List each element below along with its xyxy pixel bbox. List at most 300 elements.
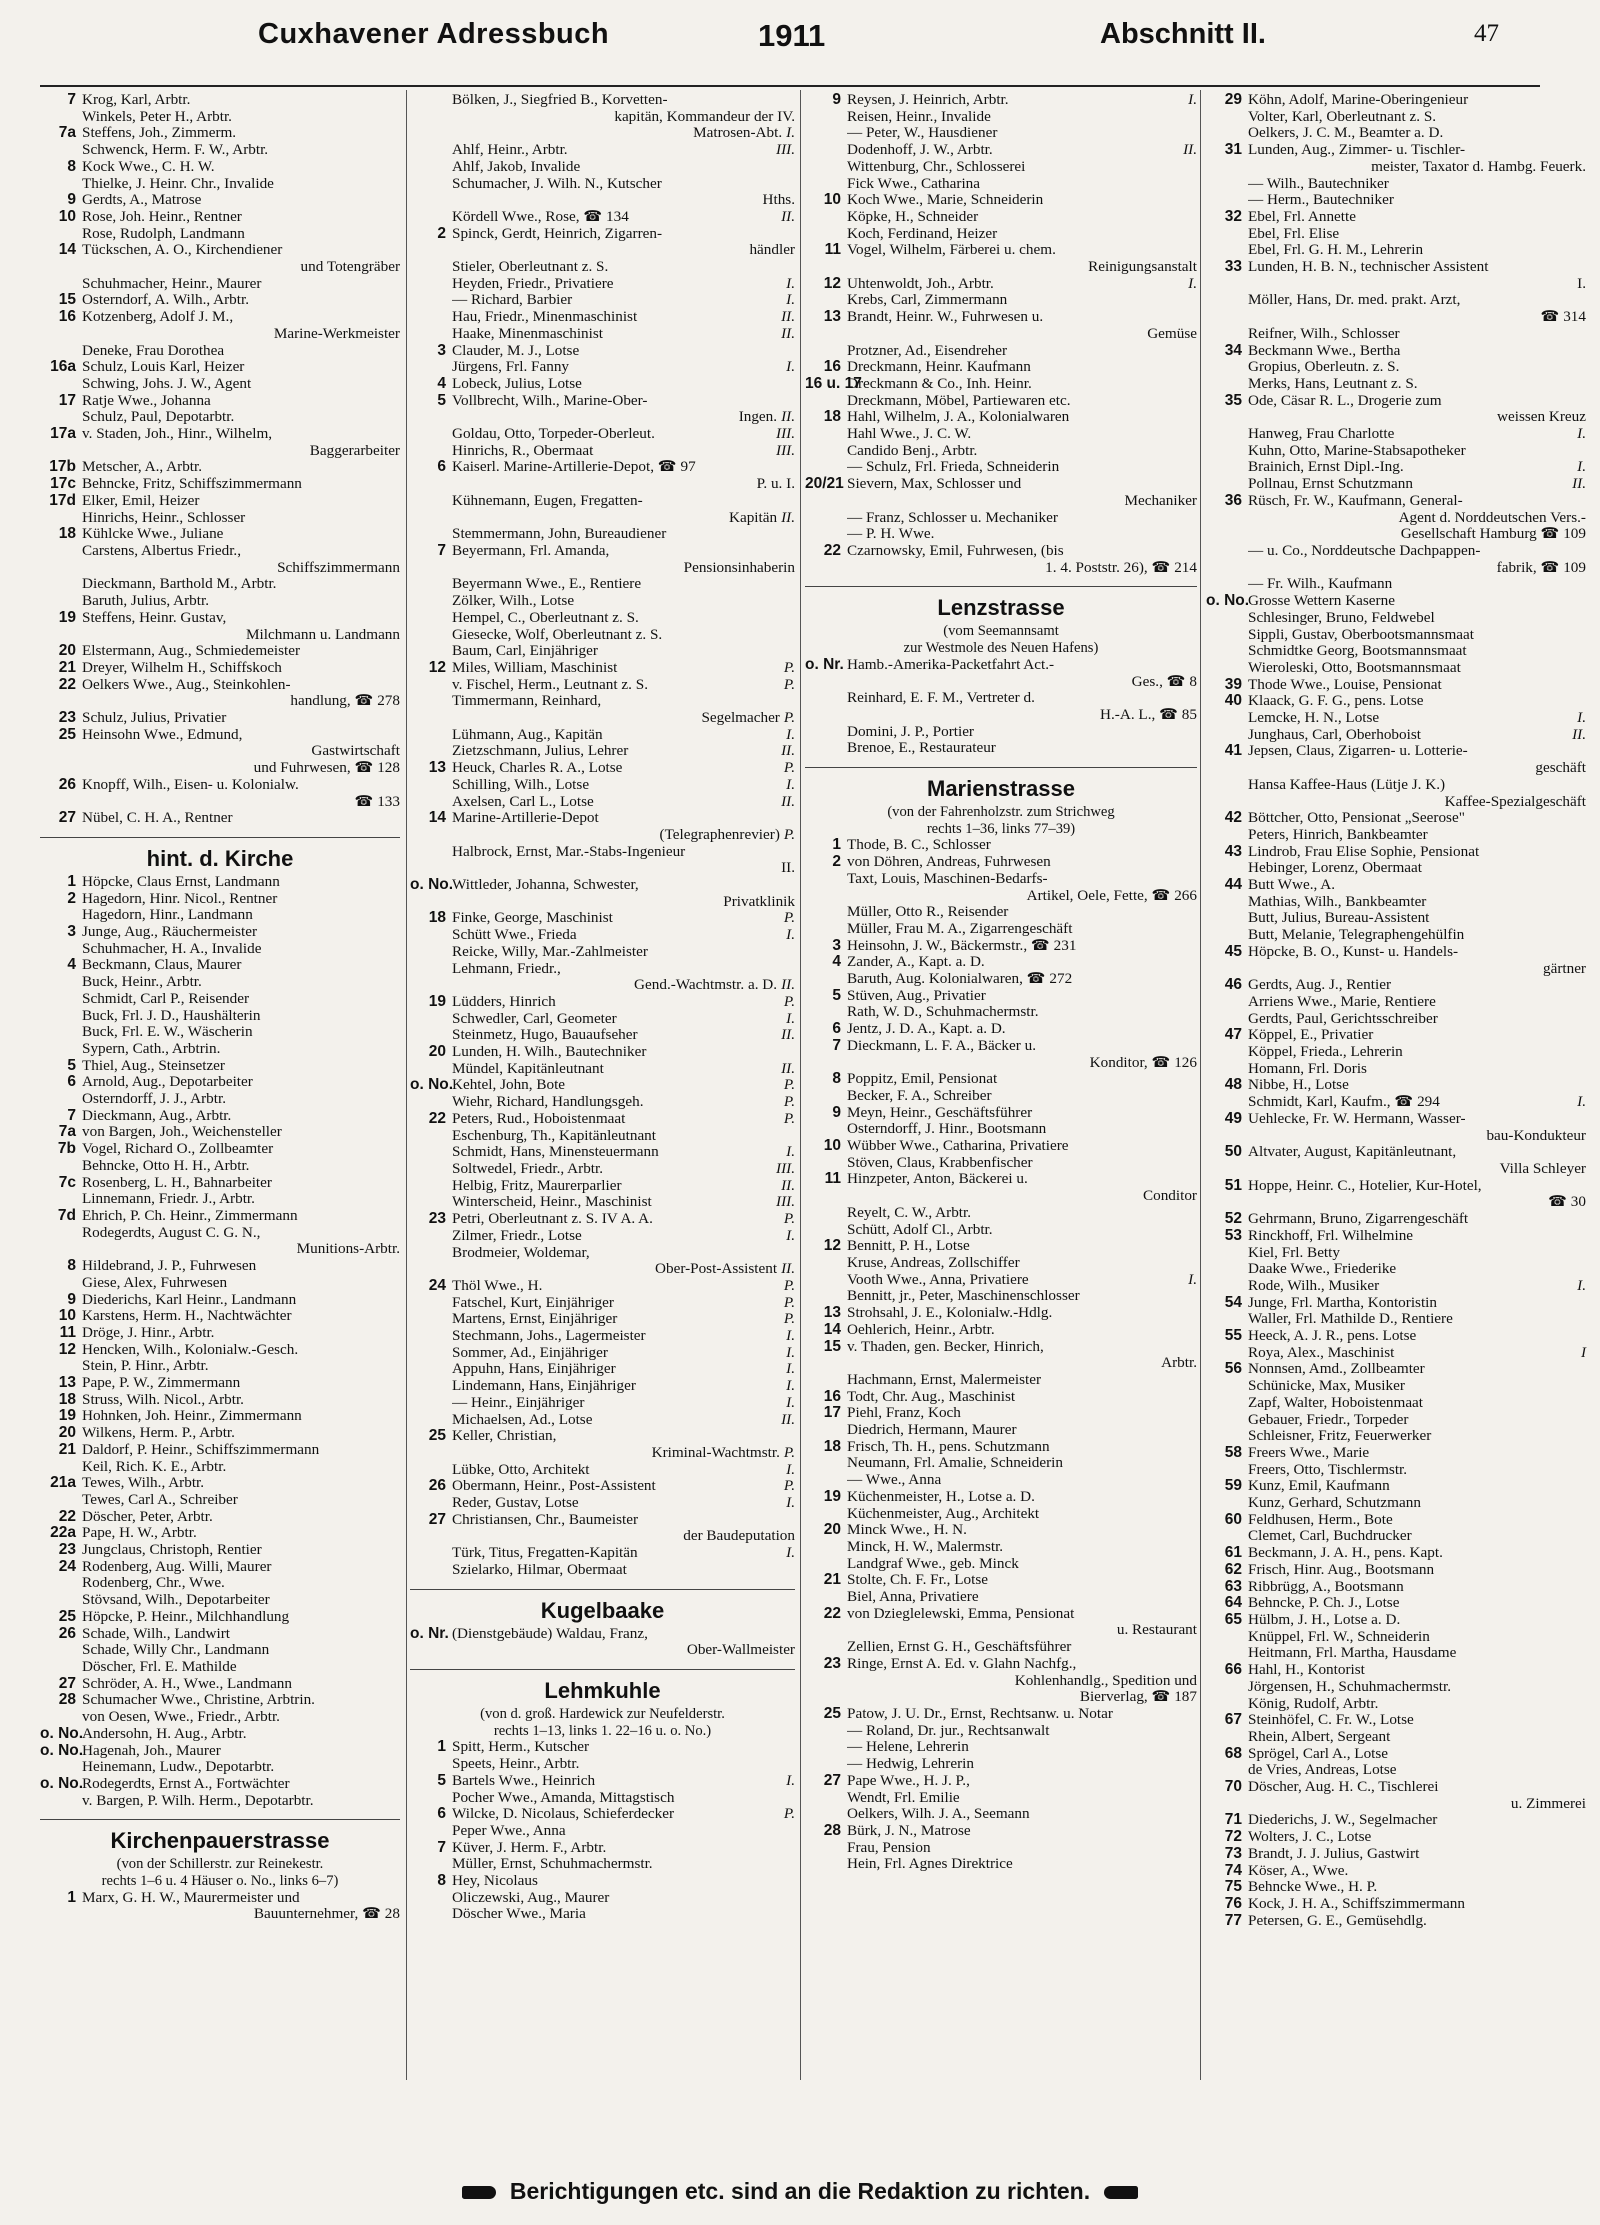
entry-text: Heyden, Friedr., Privatiere: [452, 275, 614, 292]
floor-marker: II.: [781, 1059, 795, 1077]
entry-text: Butt, Melanie, Telegraphengehülfin: [1248, 927, 1465, 944]
house-number: 13: [58, 1374, 76, 1392]
directory-entry: [410, 1856, 795, 1873]
entry-text: Keller, Christian,: [452, 1428, 557, 1445]
house-number: 4: [832, 953, 841, 971]
directory-entry: [40, 1074, 400, 1091]
house-number: 46: [1224, 976, 1242, 994]
house-number: 1: [67, 1888, 76, 1906]
house-number: 8: [67, 157, 76, 175]
entry-text: Pollnau, Ernst Schutzmann: [1248, 476, 1413, 493]
section-divider: [40, 837, 400, 838]
directory-entry: [40, 1191, 400, 1208]
directory-entry: [410, 1061, 795, 1078]
entry-text: Schwing, Johs. J. W., Agent: [82, 375, 252, 392]
entry-text: Kördell Wwe., Rose, ☎ 134: [452, 208, 629, 225]
directory-entry: [40, 1024, 400, 1041]
floor-marker: I.: [786, 1460, 795, 1478]
entry-text: Kühnemann, Eugen, Fregatten-: [452, 492, 643, 509]
entry-text: Segelmacher: [701, 710, 780, 727]
entry-text: Minck, H. W., Malermstr.: [847, 1538, 1004, 1555]
entry-text: Kruse, Andreas, Zollschiffer: [847, 1255, 1020, 1271]
entry-text: Jungclaus, Christoph, Rentier: [82, 1542, 262, 1559]
directory-entry: [40, 1375, 400, 1392]
entry-text: Agent d. Norddeutschen Vers.-: [1398, 509, 1586, 526]
entry-text: — Helene, Lehrerin: [847, 1739, 969, 1756]
house-number: 13: [428, 759, 446, 777]
house-number: 18: [428, 909, 446, 927]
directory-entry: [410, 1478, 795, 1495]
entry-text: Heeck, A. J. R., pens. Lotse: [1248, 1328, 1417, 1345]
directory-entry: [1206, 1011, 1586, 1028]
entry-text: Tückschen, A. O., Kirchendiener: [82, 242, 283, 259]
directory-entry: [805, 1288, 1197, 1305]
house-number: 15: [58, 291, 76, 309]
entry-text: Poppitz, Emil, Pensionat: [847, 1071, 998, 1088]
floor-marker: I.: [1188, 274, 1197, 292]
entry-text: (Telegraphenrevier): [659, 826, 780, 843]
house-number: 8: [437, 1872, 446, 1890]
house-number: 10: [823, 191, 841, 209]
floor-marker: P.: [783, 1093, 795, 1111]
directory-entry: [805, 226, 1197, 243]
entry-continuation: [410, 894, 795, 911]
house-number: o. No.: [40, 1724, 84, 1742]
house-number: 20/21: [805, 475, 844, 493]
street-heading: Kirchenpauerstrasse: [110, 1828, 330, 1854]
directory-entry: [1206, 1245, 1586, 1262]
entry-text: Winkels, Peter H., Arbtr.: [82, 108, 232, 125]
street-heading: Kugelbaake: [540, 1597, 665, 1623]
entry-text: Kehtel, John, Bote: [452, 1077, 566, 1094]
house-number: 5: [437, 391, 446, 409]
directory-entry: [410, 359, 795, 376]
directory-entry: [1206, 1896, 1586, 1913]
house-number: 54: [1224, 1293, 1242, 1311]
directory-entry: [40, 359, 400, 376]
house-number: 34: [1224, 341, 1242, 359]
entry-text: — Roland, Dr. jur., Rechtsanwalt: [847, 1722, 1050, 1739]
entry-text: Kotzenberg, Adolf J. M.,: [82, 309, 234, 326]
house-number: 45: [1224, 942, 1242, 960]
house-number: 10: [58, 207, 76, 225]
directory-entry: [1206, 593, 1586, 610]
entry-text: Meyn, Heinr., Geschäftsführer: [847, 1104, 1033, 1121]
directory-entry: [1206, 1111, 1586, 1128]
floor-marker: I.: [786, 1143, 795, 1161]
entry-text: Dreyer, Wilhelm H., Schiffskoch: [82, 659, 282, 676]
entry-text: Michaelsen, Ad., Lotse: [452, 1411, 593, 1428]
house-number: 68: [1224, 1744, 1242, 1762]
floor-marker: III.: [776, 1160, 795, 1177]
directory-entry: [410, 1211, 795, 1228]
directory-entry: [1206, 125, 1586, 142]
house-number: 50: [1224, 1143, 1242, 1161]
directory-entry: [410, 1462, 795, 1479]
entry-text: Giesecke, Wolf, Oberleutnant z. S.: [452, 626, 663, 643]
entry-text: Buck, Frl. E. W., Wäscherin: [82, 1024, 253, 1041]
entry-text: Beyermann Wwe., E., Rentiere: [452, 576, 642, 593]
entry-text: Szielarko, Hilmar, Obermaat: [452, 1561, 627, 1578]
house-number: 5: [832, 986, 841, 1004]
entry-text: Vooth Wwe., Anna, Privatiere: [847, 1271, 1029, 1288]
house-number: 26: [58, 1624, 76, 1642]
directory-entry: [40, 874, 400, 891]
directory-entry: [40, 1308, 400, 1325]
entry-text: Krebs, Carl, Zimmermann: [847, 292, 1008, 309]
directory-entry: [1206, 777, 1586, 794]
directory-entry: [1206, 1295, 1586, 1312]
page-number: 47: [1474, 20, 1499, 47]
entry-text: Haake, Minenmaschinist: [452, 325, 603, 342]
directory-entry: [40, 376, 400, 393]
entry-text: Ingen.: [738, 409, 778, 426]
floor-marker: I.: [786, 124, 795, 142]
floor-marker: I.: [786, 358, 795, 376]
entry-text: Hanweg, Frau Charlotte: [1248, 426, 1395, 443]
directory-entry: [410, 994, 795, 1011]
house-number: 8: [67, 1257, 76, 1275]
directory-entry: [40, 1492, 400, 1509]
directory-entry: [40, 610, 400, 627]
entry-text: Soltwedel, Friedr., Arbtr.: [452, 1161, 604, 1177]
floor-marker: P.: [783, 909, 795, 927]
directory-entry: [410, 1840, 795, 1857]
directory-entry: [805, 954, 1197, 971]
entry-text: Ober-Wallmeister: [686, 1642, 795, 1659]
page-footer: [0, 2178, 1600, 2205]
entry-text: Rosenberg, L. H., Bahnarbeiter: [82, 1174, 272, 1191]
entry-text: Frisch, Th. H., pens. Schutzmann: [847, 1438, 1050, 1455]
directory-entry: [40, 1575, 400, 1592]
entry-text: Behncke, Fritz, Schiffszimmermann: [82, 476, 302, 493]
entry-continuation: [805, 1689, 1197, 1706]
directory-entry: [1206, 627, 1586, 644]
entry-text: Jepsen, Claus, Zigarren- u. Lotterie-: [1248, 743, 1468, 760]
entry-continuation: [40, 443, 400, 460]
entry-text: Lindemann, Hans, Einjähriger: [452, 1378, 636, 1395]
floor-marker: II.: [1572, 725, 1586, 743]
entry-continuation: [410, 510, 795, 527]
directory-entry: [40, 777, 400, 794]
directory-entry: [1206, 1328, 1586, 1345]
entry-text: Strohsahl, J. E., Kolonialw.-Hdlg.: [847, 1305, 1053, 1322]
street-range-note: rechts 1–36, links 77–39): [926, 820, 1076, 837]
directory-entry: [40, 242, 400, 259]
directory-entry: [805, 1806, 1197, 1823]
entry-text: Stövsand, Wilh., Depotarbeiter: [82, 1592, 270, 1609]
entry-text: Oehlerich, Heinr., Arbtr.: [847, 1321, 995, 1338]
entry-text: Heuck, Charles R. A., Lotse: [452, 760, 623, 777]
directory-entry: [1206, 176, 1586, 193]
directory-entry: [1206, 1077, 1586, 1094]
entry-text: Diederichs, J. W., Segelmacher: [1248, 1812, 1438, 1829]
entry-text: Türk, Titus, Fregatten-Kapitän: [452, 1545, 638, 1562]
directory-entry: [410, 877, 795, 894]
house-number: 17: [823, 1404, 841, 1422]
entry-text: der Baudeputation: [683, 1528, 795, 1545]
house-number: 19: [428, 992, 446, 1010]
directory-entry: [40, 343, 400, 360]
entry-continuation: [1206, 1128, 1586, 1145]
entry-text: Rose, Joh. Heinr., Rentner: [82, 208, 242, 225]
entry-text: Zietzschmann, Julius, Lehrer: [452, 743, 629, 760]
directory-entry: [40, 1559, 400, 1576]
section-divider: [410, 1669, 795, 1670]
directory-entry: [805, 904, 1197, 921]
house-number: o. Nr.: [805, 655, 844, 673]
entry-text: Linnemann, Friedr. J., Arbtr.: [82, 1191, 255, 1208]
entry-text: Küver, J. Herm. F., Arbtr.: [452, 1839, 607, 1856]
house-number: 9: [67, 1290, 76, 1308]
entry-text: Oliczewski, Aug., Maurer: [452, 1889, 610, 1906]
street-heading: hint. d. Kirche: [146, 845, 294, 871]
entry-text: Osterndorff, J. J., Arbtr.: [82, 1091, 226, 1108]
entry-text: Wilkens, Herm. P., Arbtr.: [82, 1425, 235, 1442]
house-number: 16: [823, 1387, 841, 1405]
directory-entry: [410, 142, 795, 159]
entry-text: Mathias, Wilh., Bankbeamter: [1248, 893, 1427, 910]
entry-text: Milchmann u. Landmann: [246, 626, 400, 643]
house-number: 17c: [50, 475, 76, 493]
entry-text: Zellien, Ernst G. H., Geschäftsführer: [847, 1639, 1072, 1656]
entry-text: von Bargen, Joh., Weichensteller: [82, 1124, 282, 1141]
directory-entry: [410, 660, 795, 677]
house-number: 63: [1224, 1577, 1242, 1595]
directory-entry: [40, 192, 400, 209]
directory-entry: [410, 760, 795, 777]
house-number: 7b: [57, 1140, 76, 1158]
directory-entry: [40, 1642, 400, 1659]
entry-text: Schlesinger, Bruno, Feldwebel: [1248, 609, 1435, 626]
house-number: 22: [823, 1604, 841, 1622]
entry-text: Altvater, August, Kapitänleutnant,: [1248, 1144, 1457, 1161]
directory-entry: [410, 1094, 795, 1111]
entry-text: handlung, ☎ 278: [290, 693, 400, 710]
entry-text: Hansa Kaffee-Haus (Lütje J. K.): [1248, 776, 1446, 793]
entry-text: Schleisner, Fritz, Feuerwerker: [1248, 1428, 1432, 1445]
entry-text: Kock Wwe., C. H. W.: [82, 158, 215, 175]
directory-entry: [805, 1155, 1197, 1172]
directory-entry: [410, 259, 795, 276]
entry-text: Köppel, E., Privatier: [1248, 1027, 1374, 1044]
entry-text: Bennitt, P. H., Lotse: [847, 1238, 970, 1255]
directory-entry: [410, 1328, 795, 1345]
directory-entry: [410, 743, 795, 760]
directory-entry: [805, 1004, 1197, 1021]
entry-text: Clemet, Carl, Buchdrucker: [1248, 1528, 1412, 1545]
section-divider: [40, 1819, 400, 1820]
directory-entry: [1206, 994, 1586, 1011]
entry-text: Peters, Hinrich, Bankbeamter: [1248, 826, 1428, 843]
directory-entry: [40, 1525, 400, 1542]
directory-entry: [410, 727, 795, 744]
directory-entry: [1206, 1595, 1586, 1612]
entry-text: Hildebrand, J. P., Fuhrwesen: [82, 1258, 257, 1275]
directory-entry: [40, 891, 400, 908]
entry-text: Nibbe, H., Lotse: [1248, 1077, 1349, 1094]
entry-continuation: [805, 560, 1197, 577]
entry-text: Hülbm, J. H., Lotse a. D.: [1248, 1611, 1401, 1628]
house-number: 2: [437, 224, 446, 242]
directory-entry: [1206, 142, 1586, 159]
floor-marker: P.: [783, 675, 795, 693]
directory-entry: [805, 1589, 1197, 1606]
directory-entry: [805, 426, 1197, 443]
floor-marker: I.: [1577, 709, 1586, 727]
floor-marker: III.: [776, 441, 795, 459]
directory-entry: [40, 1759, 400, 1776]
house-number: 1: [832, 836, 841, 854]
house-number: 27: [58, 809, 76, 827]
house-number: 22: [428, 1109, 446, 1127]
entry-continuation: [805, 1188, 1197, 1205]
house-number: 17d: [49, 491, 76, 509]
entry-text: Frisch, Hinr. Aug., Bootsmann: [1248, 1561, 1435, 1578]
entry-text: Koch, Ferdinand, Heizer: [847, 225, 998, 242]
entry-continuation: [410, 827, 795, 844]
directory-entry: [410, 292, 795, 309]
entry-text: Buck, Frl. J. D., Haushälterin: [82, 1007, 261, 1024]
entry-continuation: [1206, 1161, 1586, 1178]
entry-text: Vollbrecht, Wilh., Marine-Ober-: [452, 392, 648, 409]
entry-text: Ratje Wwe., Johanna: [82, 392, 211, 409]
directory-entry: [805, 1305, 1197, 1322]
entry-continuation: [1206, 510, 1586, 527]
house-number: 7: [437, 541, 446, 559]
directory-entry: [1206, 1027, 1586, 1044]
entry-text: Rüsch, Fr. W., Kaufmann, General-: [1248, 492, 1463, 509]
directory-entry: [40, 459, 400, 476]
directory-entry: [805, 690, 1197, 707]
floor-marker: II.: [781, 742, 795, 760]
floor-marker: III.: [776, 425, 795, 443]
house-number: 39: [1224, 675, 1242, 693]
directory-entry: [40, 660, 400, 677]
directory-entry: [1206, 710, 1586, 727]
directory-entry: [40, 125, 400, 142]
entry-continuation: [40, 627, 400, 644]
entry-text: Vogel, Richard O., Zollbeamter: [82, 1141, 274, 1158]
directory-entry: [40, 92, 400, 109]
entry-text: Uhtenwoldt, Joh., Arbtr.: [847, 275, 994, 292]
directory-entry: [40, 810, 400, 827]
entry-text: Hempel, C., Oberleutnant z. S.: [452, 609, 639, 626]
entry-text: weissen Kreuz: [1497, 409, 1586, 426]
house-number: 18: [823, 1437, 841, 1455]
house-number: 27: [823, 1771, 841, 1789]
directory-entry: [1206, 1211, 1586, 1228]
entry-text: Wendt, Frl. Emilie: [847, 1789, 960, 1806]
house-number: 66: [1224, 1661, 1242, 1679]
floor-marker: P.: [783, 1443, 795, 1461]
entry-text: Arriens Wwe., Marie, Rentiere: [1248, 993, 1436, 1010]
entry-text: Rodenberg, Chr., Wwe.: [82, 1575, 225, 1592]
directory-entry: [1206, 944, 1586, 961]
entry-text: Müller, Frau M. A., Zigarrengeschäft: [847, 920, 1073, 937]
directory-entry: [410, 927, 795, 944]
entry-text: Brandt, Heinr. W., Fuhrwesen u.: [847, 309, 1044, 326]
column-2: [410, 92, 795, 2092]
directory-entry: [410, 443, 795, 460]
house-number: 27: [428, 1510, 446, 1528]
section-divider: [410, 1589, 795, 1590]
house-number: 16: [58, 308, 76, 326]
directory-entry: [410, 610, 795, 627]
house-number: 23: [428, 1210, 446, 1228]
directory-entry: [410, 1806, 795, 1823]
entry-text: Bürk, J. N., Matrose: [847, 1822, 971, 1839]
entry-text: Baruth, Julius, Arbtr.: [82, 593, 209, 610]
directory-entry: [410, 426, 795, 443]
entry-text: Lobeck, Julius, Lotse: [452, 375, 582, 392]
directory-entry: [40, 941, 400, 958]
floor-marker: I: [1580, 1343, 1586, 1361]
directory-entry: [40, 276, 400, 293]
directory-entry: [40, 226, 400, 243]
directory-entry: [410, 961, 795, 978]
entry-text: Thode Wwe., Louise, Pensionat: [1248, 676, 1442, 693]
floor-marker: I.: [1577, 425, 1586, 443]
entry-text: Junge, Aug., Räuchermeister: [82, 924, 258, 941]
house-number: 2: [832, 853, 841, 871]
entry-text: de Vries, Andreas, Lotse: [1248, 1762, 1397, 1779]
entry-text: Artikel, Oele, Fette, ☎ 266: [1026, 887, 1197, 904]
entry-text: Todt, Chr. Aug., Maschinist: [847, 1388, 1016, 1405]
house-number: 24: [58, 1557, 76, 1575]
directory-entry: [1206, 242, 1586, 259]
entry-text: Gend.-Wachtmstr. a. D.: [634, 977, 778, 994]
entry-text: Daake Wwe., Friederike: [1248, 1261, 1397, 1278]
house-number: 25: [58, 725, 76, 743]
entry-text: Ehrich, P. Ch. Heinr., Zimmermann: [82, 1208, 298, 1224]
entry-text: Knüppel, Frl. W., Schneiderin: [1248, 1628, 1430, 1645]
street-heading: Lehmkuhle: [544, 1677, 661, 1703]
entry-text: Rodegerdts, Ernst A., Fortwächter: [82, 1775, 290, 1792]
entry-text: Neumann, Frl. Amalie, Schneiderin: [847, 1455, 1063, 1472]
entry-text: Zilmer, Friedr., Lotse: [452, 1227, 582, 1244]
entry-continuation: [1206, 961, 1586, 978]
house-number: 18: [823, 408, 841, 426]
entry-text: Rath, W. D., Schuhmachermstr.: [847, 1004, 1039, 1021]
entry-text: u. Restaurant: [1116, 1622, 1197, 1639]
floor-marker: I.: [786, 1494, 795, 1512]
entry-text: — Wwe., Anna: [847, 1472, 942, 1489]
entry-text: Villa Schleyer: [1499, 1161, 1586, 1177]
entry-text: — Schulz, Frl. Frieda, Schneiderin: [847, 459, 1060, 476]
directory-entry: [805, 159, 1197, 176]
directory-entry: [410, 376, 795, 393]
directory-entry: [410, 1512, 795, 1529]
entry-continuation: [40, 1906, 400, 1923]
directory-entry: [410, 1562, 795, 1579]
house-number: 2: [67, 889, 76, 907]
entry-text: Axelsen, Carl L., Lotse: [452, 793, 594, 810]
entry-text: Elker, Emil, Heizer: [82, 492, 200, 509]
directory-entry: [805, 740, 1197, 757]
directory-entry: [40, 109, 400, 126]
directory-entry: [1206, 576, 1586, 593]
entry-text: Marine-Artillerie-Depot: [452, 810, 599, 827]
directory-entry: [805, 1506, 1197, 1523]
entry-text: Reder, Gustav, Lotse: [452, 1495, 579, 1512]
entry-text: Stüven, Aug., Privatier: [847, 987, 986, 1004]
floor-marker: II.: [781, 508, 795, 526]
entry-text: Finke, George, Maschinist: [452, 910, 613, 927]
directory-entry: [1206, 1712, 1586, 1729]
entry-text: Ober-Post-Assistent: [655, 1261, 778, 1278]
house-number: 26: [58, 775, 76, 793]
